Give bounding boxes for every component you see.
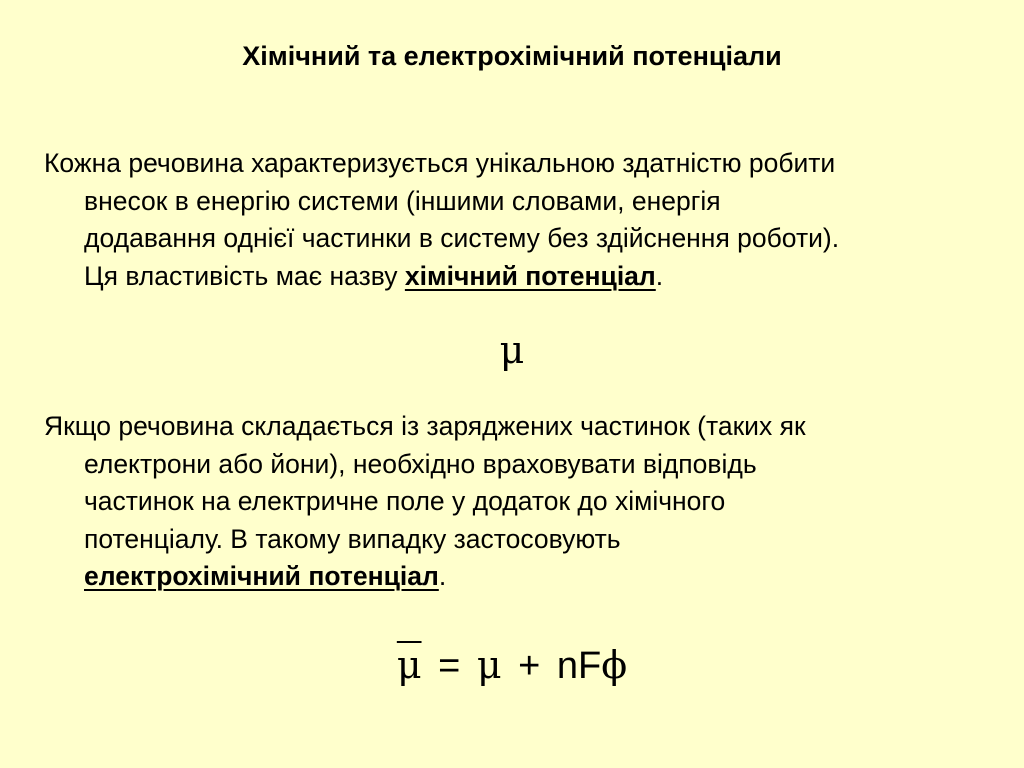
paragraph-line <box>44 258 994 296</box>
paragraph-line: додавання однієї частинки в систему без здійснення роботи). <box>84 223 840 253</box>
paragraph-line: електрони або йони), необхідно враховувати відповідь <box>84 448 757 479</box>
paragraph-line: Якщо речовина складається із заряджених частинок (таких як <box>44 411 806 441</box>
term-chemical-potential: хімічний потенціал <box>404 260 656 291</box>
paragraph-electrochemical-potential <box>44 408 994 596</box>
line-text: Ця властивість має назву <box>84 260 405 291</box>
paragraph-line: внесок в енергію системи (іншими словами, енергія <box>84 185 721 216</box>
formula-mu-bar: $\overline{\mu}$ <box>396 643 422 687</box>
line-punctuation: . <box>438 561 447 591</box>
formula-plus: + <box>518 645 541 687</box>
paragraph-line: частинок на електричне поле у додаток до хімічного <box>84 486 726 516</box>
formula-phi: ϕ <box>601 643 628 687</box>
formula-mu: μ <box>476 643 502 687</box>
paragraph-line <box>44 558 994 596</box>
slide-title: Хімічний та електрохімічний потенціали <box>242 41 782 71</box>
paragraph-line: Кожна речовина характеризується унікальною здатністю робити <box>44 148 836 178</box>
electrochemical-potential-formula <box>0 640 1024 691</box>
formula-equals: = <box>438 645 461 687</box>
line-punctuation: . <box>655 260 664 291</box>
mu-symbol: μ <box>499 328 525 372</box>
formula-nf: nF <box>556 645 602 687</box>
paragraph-line: потенціалу. В такому випадку застосовують <box>84 523 621 554</box>
term-electrochemical-potential: електрохімічний потенціал <box>84 561 439 591</box>
paragraph-chemical-potential <box>44 145 994 295</box>
